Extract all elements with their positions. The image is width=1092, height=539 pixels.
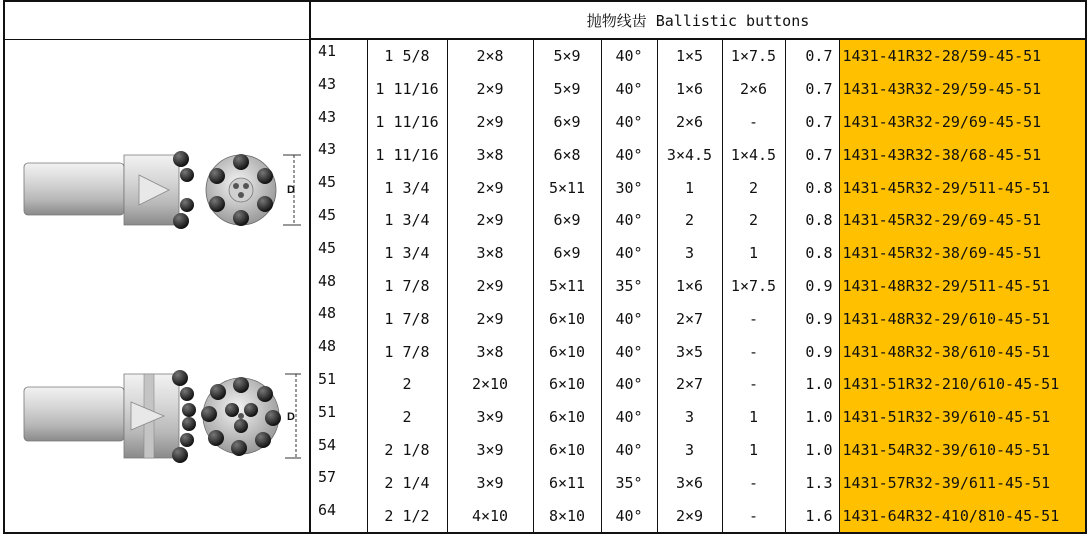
- side-flushing-cell: -: [722, 368, 785, 401]
- front-buttons-cell: 2×9: [447, 270, 533, 303]
- weight-cell: 0.7: [785, 73, 839, 106]
- flushing-hole-cell: 1×6: [657, 73, 722, 106]
- diameter-mm-cell: 45: [318, 173, 337, 192]
- weight-cell: 1.0: [785, 434, 839, 467]
- front-buttons-cell: 3×9: [447, 434, 533, 467]
- diameter-inch-cell: 1 3/4: [367, 237, 447, 270]
- gauge-angle-cell: 40°: [601, 302, 657, 335]
- diameter-mm-cell: 43: [318, 140, 337, 159]
- gauge-buttons-cell: 8×10: [533, 499, 601, 532]
- part-number-cell: 1431-64R32-410/810-45-51: [839, 499, 1085, 532]
- side-flushing-cell: 1×4.5: [722, 138, 785, 171]
- diameter-inch-cell: 1 11/16: [367, 73, 447, 106]
- front-buttons-cell: 2×9: [447, 73, 533, 106]
- part-number-cell: 1431-48R32-29/610-45-51: [839, 302, 1085, 335]
- front-buttons-cell: 2×8: [447, 40, 533, 73]
- gauge-buttons-cell: 5×11: [533, 171, 601, 204]
- flushing-hole-cell: 3: [657, 401, 722, 434]
- dimension-label: D: [287, 184, 295, 196]
- gauge-buttons-cell: 6×9: [533, 106, 601, 139]
- gauge-angle-cell: 40°: [601, 401, 657, 434]
- weight-cell: 1.6: [785, 499, 839, 532]
- button-bit-drawing-small: [19, 140, 304, 240]
- front-buttons-cell: 3×8: [447, 335, 533, 368]
- weight-cell: 0.7: [785, 40, 839, 73]
- side-flushing-cell: 2: [722, 204, 785, 237]
- flushing-hole-cell: 2: [657, 204, 722, 237]
- diameter-mm-cell: 51: [318, 402, 337, 421]
- gauge-buttons-cell: 6×10: [533, 434, 601, 467]
- diameter-mm-cell: 43: [318, 107, 337, 126]
- flushing-hole-cell: 3: [657, 237, 722, 270]
- gauge-buttons-cell: 6×8: [533, 138, 601, 171]
- flushing-hole-cell: 1×6: [657, 270, 722, 303]
- table-row: [311, 302, 1085, 335]
- diameter-inch-cell: 1 11/16: [367, 106, 447, 139]
- diameter-inch-cell: 1 5/8: [367, 40, 447, 73]
- table-row: [311, 466, 1085, 499]
- gauge-angle-cell: 40°: [601, 40, 657, 73]
- weight-cell: 0.8: [785, 171, 839, 204]
- flushing-hole-cell: 3×5: [657, 335, 722, 368]
- part-number-cell: 1431-48R32-38/610-45-51: [839, 335, 1085, 368]
- diameter-inch-cell: 2: [367, 368, 447, 401]
- weight-cell: 0.7: [785, 138, 839, 171]
- gauge-angle-cell: 40°: [601, 499, 657, 532]
- part-number-cell: 1431-45R32-29/511-45-51: [839, 171, 1085, 204]
- diameter-mm-cell: 45: [318, 238, 337, 257]
- side-flushing-cell: 2: [722, 171, 785, 204]
- diameter-mm-cell: 54: [318, 435, 337, 454]
- diameter-mm-cell: 48: [318, 271, 337, 290]
- spec-table: [311, 40, 1085, 532]
- part-number-cell: 1431-43R32-29/59-45-51: [839, 73, 1085, 106]
- bit-face-view: [201, 377, 281, 456]
- part-number-cell: 1431-45R32-29/69-45-51: [839, 204, 1085, 237]
- gauge-angle-cell: 30°: [601, 171, 657, 204]
- table-row: [311, 204, 1085, 237]
- flushing-hole-cell: 3: [657, 434, 722, 467]
- gauge-buttons-cell: 6×10: [533, 401, 601, 434]
- part-number-cell: 1431-45R32-38/69-45-51: [839, 237, 1085, 270]
- part-number-cell: 1431-51R32-39/610-45-51: [839, 401, 1085, 434]
- bit-side-view: [24, 151, 194, 229]
- diameter-inch-cell: 1 3/4: [367, 204, 447, 237]
- side-flushing-cell: 1: [722, 434, 785, 467]
- side-flushing-cell: 1×7.5: [722, 40, 785, 73]
- table-row: [311, 106, 1085, 139]
- gauge-buttons-cell: 5×9: [533, 73, 601, 106]
- table-row: [311, 40, 1085, 73]
- gauge-buttons-cell: 6×10: [533, 302, 601, 335]
- diameter-dimension-marker: [285, 374, 301, 458]
- button-bit-drawing-large: [19, 362, 304, 472]
- part-number-cell: 1431-54R32-39/610-45-51: [839, 434, 1085, 467]
- flushing-hole-cell: 2×7: [657, 368, 722, 401]
- part-number-cell: 1431-43R32-29/69-45-51: [839, 106, 1085, 139]
- weight-cell: 1.0: [785, 368, 839, 401]
- front-buttons-cell: 2×9: [447, 171, 533, 204]
- gauge-angle-cell: 35°: [601, 270, 657, 303]
- gauge-angle-cell: 40°: [601, 204, 657, 237]
- front-buttons-cell: 2×10: [447, 368, 533, 401]
- bit-face-view: [206, 154, 276, 226]
- gauge-angle-cell: 40°: [601, 237, 657, 270]
- front-buttons-cell: 4×10: [447, 499, 533, 532]
- diameter-mm-cell: 43: [318, 74, 337, 93]
- part-number-cell: 1431-48R32-29/511-45-51: [839, 270, 1085, 303]
- weight-cell: 1.0: [785, 401, 839, 434]
- diameter-mm-cell: 45: [318, 205, 337, 224]
- gauge-angle-cell: 40°: [601, 138, 657, 171]
- diameter-inch-cell: 2 1/8: [367, 434, 447, 467]
- diameter-mm-cell: 51: [318, 369, 337, 388]
- gauge-buttons-cell: 6×9: [533, 204, 601, 237]
- diameter-mm-cell: 48: [318, 304, 337, 323]
- gauge-angle-cell: 40°: [601, 73, 657, 106]
- part-number-cell: 1431-41R32-28/59-45-51: [839, 40, 1085, 73]
- diameter-mm-cell: 64: [318, 501, 337, 520]
- side-flushing-cell: 1: [722, 237, 785, 270]
- table-title: 抛物线齿 Ballistic buttons: [311, 2, 1085, 40]
- side-flushing-cell: 1×7.5: [722, 270, 785, 303]
- table-row: [311, 401, 1085, 434]
- side-flushing-cell: 1: [722, 401, 785, 434]
- table-row: [311, 73, 1085, 106]
- front-buttons-cell: 3×8: [447, 237, 533, 270]
- diameter-inch-cell: 1 11/16: [367, 138, 447, 171]
- side-flushing-cell: -: [722, 499, 785, 532]
- table-row: [311, 434, 1085, 467]
- front-buttons-cell: 3×9: [447, 401, 533, 434]
- gauge-angle-cell: 40°: [601, 434, 657, 467]
- table-row: [311, 171, 1085, 204]
- table-row: [311, 270, 1085, 303]
- weight-cell: 0.9: [785, 335, 839, 368]
- flushing-hole-cell: 3×4.5: [657, 138, 722, 171]
- weight-cell: 1.3: [785, 466, 839, 499]
- flushing-hole-cell: 2×6: [657, 106, 722, 139]
- gauge-angle-cell: 40°: [601, 106, 657, 139]
- table-row: [311, 237, 1085, 270]
- front-buttons-cell: 3×8: [447, 138, 533, 171]
- weight-cell: 0.9: [785, 302, 839, 335]
- gauge-buttons-cell: 6×11: [533, 466, 601, 499]
- part-number-cell: 1431-51R32-210/610-45-51: [839, 368, 1085, 401]
- diameter-inch-cell: 1 7/8: [367, 302, 447, 335]
- diameter-mm-cell: 41: [318, 42, 337, 60]
- part-number-cell: 1431-43R32-38/68-45-51: [839, 138, 1085, 171]
- side-flushing-cell: -: [722, 466, 785, 499]
- gauge-buttons-cell: 5×11: [533, 270, 601, 303]
- diameter-inch-cell: 1 3/4: [367, 171, 447, 204]
- gauge-buttons-cell: 6×10: [533, 335, 601, 368]
- diameter-inch-cell: 2 1/2: [367, 499, 447, 532]
- front-buttons-cell: 2×9: [447, 302, 533, 335]
- table-row: [311, 368, 1085, 401]
- gauge-angle-cell: 40°: [601, 368, 657, 401]
- flushing-hole-cell: 2×7: [657, 302, 722, 335]
- diameter-inch-cell: 1 7/8: [367, 335, 447, 368]
- gauge-angle-cell: 40°: [601, 335, 657, 368]
- side-flushing-cell: 2×6: [722, 73, 785, 106]
- weight-cell: 0.8: [785, 204, 839, 237]
- side-flushing-cell: -: [722, 106, 785, 139]
- gauge-buttons-cell: 6×10: [533, 368, 601, 401]
- weight-cell: 0.8: [785, 237, 839, 270]
- flushing-hole-cell: 1: [657, 171, 722, 204]
- gauge-angle-cell: 35°: [601, 466, 657, 499]
- table-row: [311, 499, 1085, 532]
- diameter-mm-cell: 48: [318, 337, 337, 356]
- gauge-buttons-cell: 6×9: [533, 237, 601, 270]
- table-row: [311, 335, 1085, 368]
- flushing-hole-cell: 3×6: [657, 466, 722, 499]
- front-buttons-cell: 3×9: [447, 466, 533, 499]
- diameter-inch-cell: 2 1/4: [367, 466, 447, 499]
- diameter-mm-cell: 57: [318, 468, 337, 487]
- side-flushing-cell: -: [722, 335, 785, 368]
- diameter-inch-cell: 1 7/8: [367, 270, 447, 303]
- front-buttons-cell: 2×9: [447, 106, 533, 139]
- weight-cell: 0.9: [785, 270, 839, 303]
- diameter-inch-cell: 2: [367, 401, 447, 434]
- bit-side-view: [24, 370, 196, 463]
- flushing-hole-cell: 1×5: [657, 40, 722, 73]
- product-image-column: [5, 2, 311, 532]
- weight-cell: 0.7: [785, 106, 839, 139]
- flushing-hole-cell: 2×9: [657, 499, 722, 532]
- front-buttons-cell: 2×9: [447, 204, 533, 237]
- dimension-label: D: [287, 411, 295, 423]
- gauge-buttons-cell: 5×9: [533, 40, 601, 73]
- image-column-header: [5, 2, 309, 40]
- side-flushing-cell: -: [722, 302, 785, 335]
- part-number-cell: 1431-57R32-39/611-45-51: [839, 466, 1085, 499]
- spec-table-frame: [3, 0, 1087, 534]
- diameter-dimension-marker: [283, 155, 301, 225]
- table-row: [311, 138, 1085, 171]
